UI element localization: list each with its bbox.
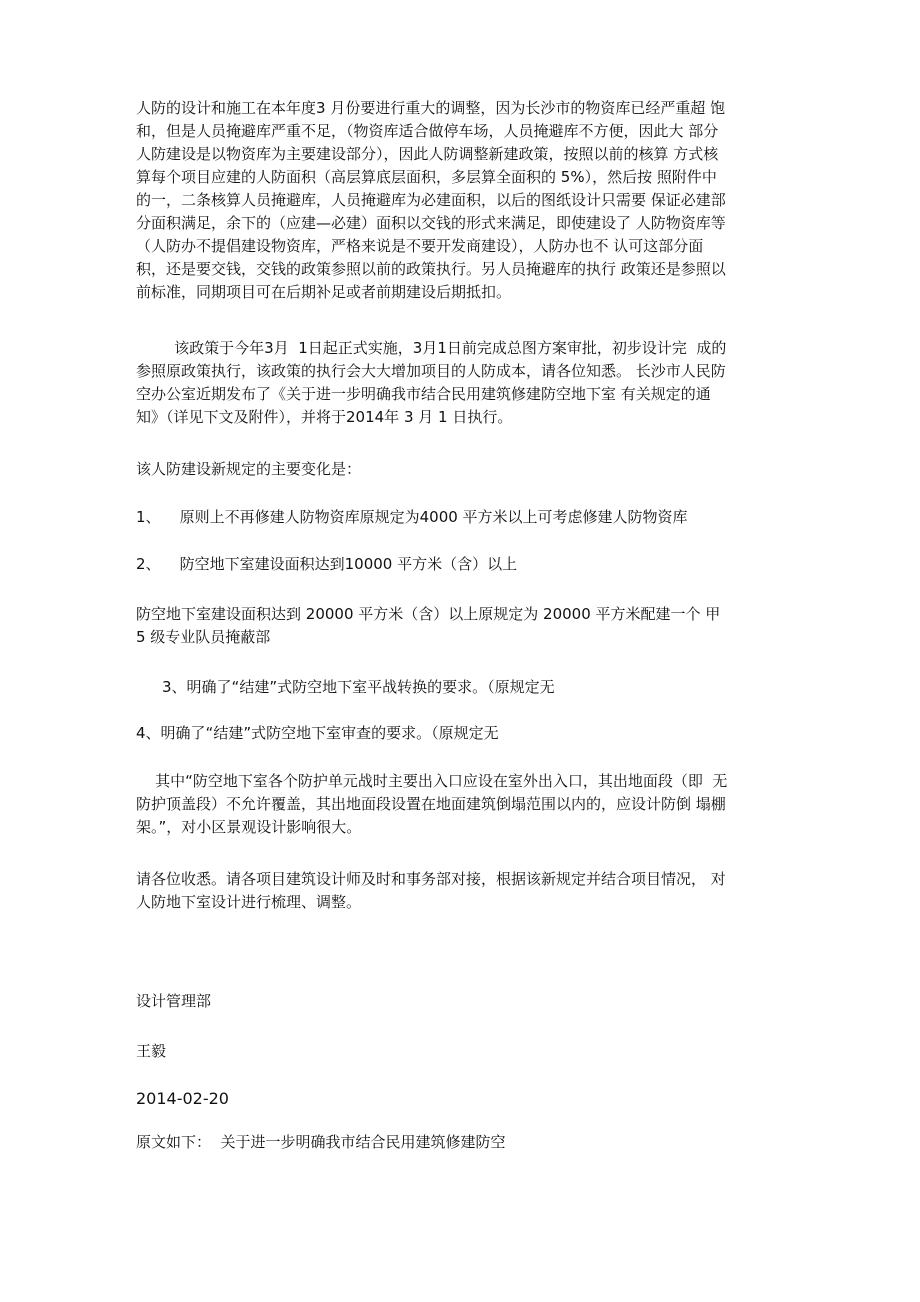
signature-name: 王毅: [136, 1042, 167, 1060]
signature-date: 2014-02-20: [136, 1089, 229, 1108]
text-line: 积，还是要交钱，交钱的政策参照以前的政策执行。另人员掩避库的执行 政策还是参照以: [136, 260, 726, 278]
text-line: 3、明确了“结建”式防空地下室平战转换的要求。（原规定无: [162, 678, 555, 696]
paragraph-policy-adjustment: [136, 97, 796, 304]
paragraph-area-rule: [136, 603, 796, 649]
list-item-3: [136, 676, 822, 699]
text-line: 的一，二条核算人员掩避库，人员掩避库为必建面积，以后的图纸设计只需要 保证必建部: [136, 191, 726, 209]
paragraph-notice: [136, 868, 796, 914]
text-line: 人防建设是以物资库为主要建设部分），因此人防调整新建政策，按照以前的核算 方式核: [136, 145, 719, 163]
list-item-1: [136, 506, 796, 529]
text-line: 分面积满足，余下的（应建—必建）面积以交钱的形式来满足，即使建设了 人防物资库等: [136, 214, 726, 232]
text-line: 防空地下室建设面积达到 20000 平方米（含）以上原规定为 20000 平方米配建一个 甲: [136, 605, 721, 623]
text-line: 算每个项目应建的人防面积（高层算底层面积，多层算全面积的 5%），然后按 照附件中: [136, 168, 717, 186]
text-line: 参照原政策执行，该政策的执行会大大增加项目的人防成本，请各位知悉。 长沙市人民防: [136, 362, 726, 380]
paragraph-effective-date: [136, 337, 796, 429]
text-line: 空办公室近期发布了《关于进一步明确我市结合民用建筑修建防空地下室 有关规定的通: [136, 385, 711, 403]
signature-department: 设计管理部: [136, 992, 212, 1010]
text-line: 知》（详见下文及附件），并将于2014年 3 月 1 日执行。: [136, 408, 513, 426]
text-line: 4、明确了“结建”式防空地下室审查的要求。（原规定无: [136, 724, 499, 742]
text-line: 人防地下室设计进行梳理、调整。: [136, 893, 362, 911]
text-line: 请各位收悉。请各项目建筑设计师及时和事务部对接，根据该新规定并结合项目情况， 对: [136, 870, 726, 888]
list-item-2: [136, 553, 796, 576]
text-line: 架。”，对小区景观设计影响很大。: [136, 818, 362, 836]
paragraph-entrance-rule: [136, 770, 796, 839]
text-line: 其中“防空地下室各个防护单元战时主要出入口应设在室外出入口，其出地面段（即 无: [136, 772, 728, 790]
text-line: 5 级专业队员掩蔽部: [136, 628, 271, 646]
text-line: （人防办不提倡建设物资库，严格来说是不要开发商建设），人防办也不 认可这部分面: [136, 237, 704, 255]
text-line: 防护顶盖段）不允许覆盖，其出地面段设置在地面建筑倒塌范围以内的，应设计防倒 塌棚: [136, 795, 726, 813]
text-line: 该人防建设新规定的主要变化是：: [136, 460, 362, 478]
paragraph-main-changes-heading: [136, 458, 796, 481]
original-text-intro: 原文如下： 关于进一步明确我市结合民用建筑修建防空: [136, 1133, 506, 1151]
text-line: 2、 防空地下室建设面积达到10000 平方米（含）以上: [136, 555, 518, 573]
text-line: 和，但是人员掩避库严重不足，（物资库适合做停车场，人员掩避库不方便，因此大 部分: [136, 122, 719, 140]
list-item-4: [136, 722, 796, 745]
text-line: 1、 原则上不再修建人防物资库原规定为4000 平方米以上可考虑修建人防物资库: [136, 508, 688, 526]
text-line: 前标准，同期项目可在后期补足或者前期建设后期抵扣。: [136, 283, 512, 301]
text-line: 人防的设计和施工在本年度3 月份要进行重大的调整，因为长沙市的物资库已经严重超 饱: [136, 99, 726, 117]
text-line: 该政策于今年3月 1日起正式实施，3月1日前完成总图方案审批，初步设计完 成的: [136, 339, 727, 357]
